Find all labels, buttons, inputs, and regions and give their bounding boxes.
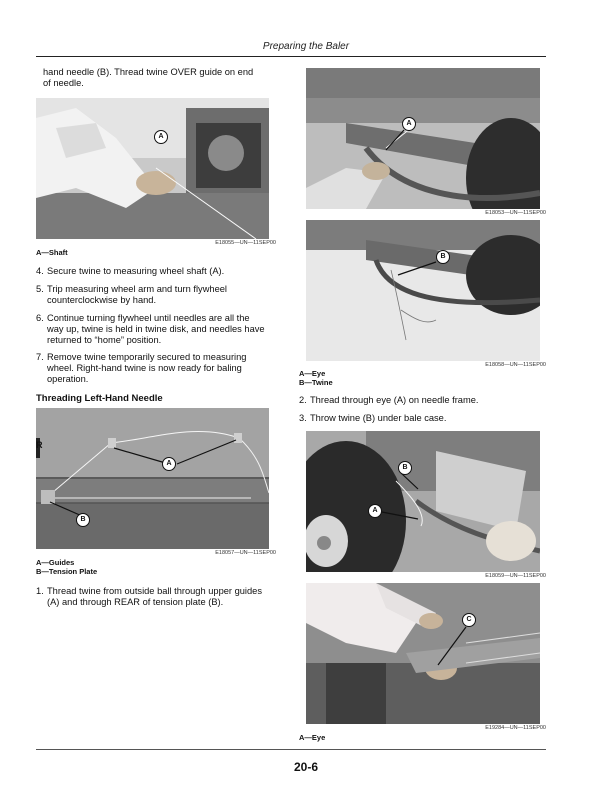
step-number: 7.	[36, 352, 44, 362]
figure-guides-id: E18057—UN—11SEP00	[215, 550, 276, 556]
figure-guides-edge-letter: R	[36, 440, 43, 450]
intro-line-1: hand needle (B). Thread twine OVER guide on end	[43, 67, 254, 77]
step-text: way up, twine is held in twine disk, and needles have	[47, 324, 265, 334]
step-number: 6.	[36, 313, 44, 323]
step-text: (A) and through REAR of tension plate (B).	[47, 597, 224, 607]
step-number: 1.	[36, 586, 44, 596]
figure-guides-callout-b: B	[76, 513, 90, 527]
intro-line-2: of needle.	[43, 78, 84, 88]
figure-eye-callout-a: A	[402, 117, 416, 131]
figure-twine-leaders	[306, 220, 540, 361]
step-text: Thread through eye (A) on needle frame.	[310, 395, 479, 405]
figure-shaft-id: E18055—UN—11SEP00	[215, 240, 276, 246]
step-number: 5.	[36, 284, 44, 294]
figure-eye-id: E18053—UN—11SEP00	[485, 210, 546, 216]
figure-bale-case-callout-b: B	[398, 461, 412, 475]
figure-twine-callout-b: B	[436, 250, 450, 264]
figure-guides-leaders	[36, 408, 269, 549]
step-number: 4.	[36, 266, 44, 276]
figure-guides-legend-a: A—Guides	[36, 558, 75, 567]
step-text: Remove twine temporarily secured to measuring	[47, 352, 247, 362]
figure-guides-callout-a: A	[162, 457, 176, 471]
figure-shaft-callout-a: A	[154, 130, 168, 144]
figure-shaft-photo	[36, 98, 269, 239]
step-text: Continue turning flywheel until needles are all the	[47, 313, 250, 323]
figure-needle-frame-callout-c: C	[462, 613, 476, 627]
figure-twine-legend-a: A—Eye	[299, 369, 326, 378]
step-text: Throw twine (B) under bale case.	[310, 413, 447, 423]
step-text: wheel. Right-hand twine is now ready for baling	[47, 363, 242, 373]
step-number: 3.	[299, 413, 307, 423]
page-number: 20-6	[293, 760, 319, 774]
figure-guides-legend-b: B—Tension Plate	[36, 567, 98, 576]
figure-twine-id: E18058—UN—11SEP00	[485, 362, 546, 368]
step-text: Thread twine from outside ball through upper guides	[47, 586, 262, 596]
figure-bale-case-id: E18059—UN—11SEP00	[485, 573, 546, 579]
step-text: Trip measuring wheel arm and turn flywheel	[47, 284, 227, 294]
step-text: returned to “home” position.	[47, 335, 162, 345]
section-heading: Threading Left-Hand Needle	[36, 393, 163, 404]
figure-needle-frame-id: E19284—UN—11SEP00	[485, 725, 546, 731]
step-text: counterclockwise by hand.	[47, 295, 157, 305]
figure-bale-case-leaders	[306, 431, 540, 572]
page-header-title: Preparing the Baler	[262, 41, 350, 52]
header-rule	[36, 56, 546, 57]
step-text: Secure twine to measuring wheel shaft (A).	[47, 266, 225, 276]
figure-shaft-legend-a: A—Shaft	[36, 248, 68, 257]
step-number: 2.	[299, 395, 307, 405]
step-text: operation.	[47, 374, 89, 384]
figure-twine-legend-b: B—Twine	[299, 378, 333, 387]
footer-rule	[36, 749, 546, 750]
figure-eye-leaders	[306, 68, 540, 209]
figure-bale-case-callout-a: A	[368, 504, 382, 518]
figure-needle-frame-legend-a: A—Eye	[299, 733, 326, 742]
figure-needle-frame-leaders	[306, 583, 540, 724]
